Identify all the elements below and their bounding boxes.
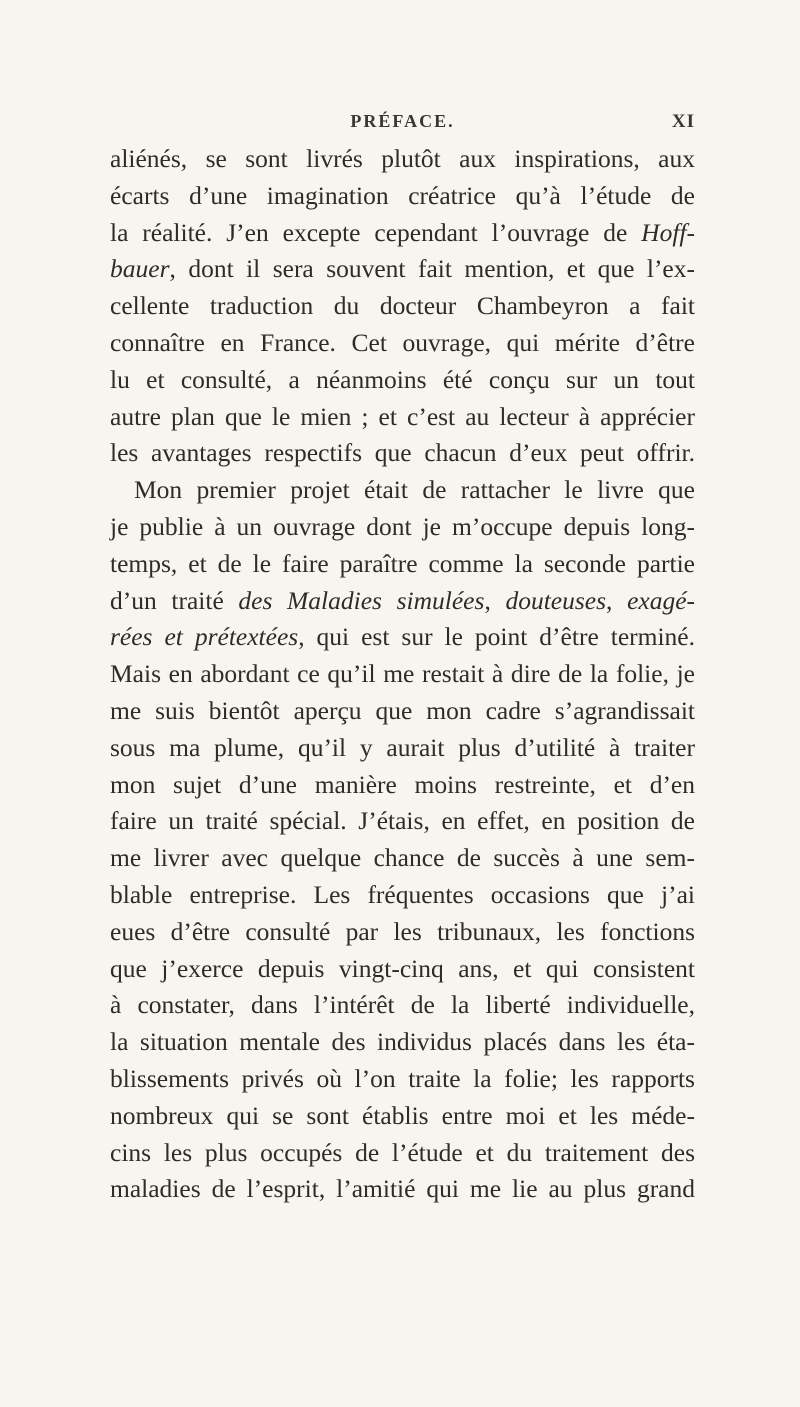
text-run: je publie à un ouvrage dont je m’occupe depuis long- <box>110 511 695 541</box>
text-run: , <box>606 585 628 615</box>
text-run: Mais en abordant ce qu’il me restait à dire de la folie, je <box>110 659 695 689</box>
italic-text: Hoff- <box>641 217 695 247</box>
text-run: d’un traité <box>110 585 239 615</box>
body-text <box>110 141 695 1208</box>
text-line <box>110 914 695 951</box>
text-line <box>110 1135 695 1172</box>
text-line <box>110 509 695 546</box>
text-run: que j’exerce depuis vingt-cinq ans, et qui consistent <box>110 953 695 983</box>
text-run: , dont il sera souvent fait mention, et que l’ex- <box>169 254 695 284</box>
text-line <box>110 141 695 178</box>
text-line <box>110 1061 695 1098</box>
text-line <box>110 877 695 914</box>
text-run: connaître en France. Cet ouvrage, qui mérite d’être <box>110 327 695 357</box>
italic-text: bauer <box>110 254 170 284</box>
text-line <box>110 840 695 877</box>
text-run: mon sujet d’une manière moins restreinte, et d’en <box>110 769 695 799</box>
italic-text: douteuses <box>505 585 607 615</box>
text-line <box>110 472 695 509</box>
text-run: Mon premier projet était de rattacher le livre que <box>134 475 695 505</box>
text-run: la réalité. J’en excepte cependant l’ouvrage de <box>110 217 642 247</box>
italic-text: rées et prétextées <box>110 622 299 652</box>
text-line <box>110 546 695 583</box>
text-line <box>110 730 695 767</box>
text-run: sous ma plume, qu’il y aurait plus d’utilité à traiter <box>110 732 695 762</box>
text-line <box>110 803 695 840</box>
text-run: cins les plus occupés de l’étude et du traitement des <box>110 1137 695 1167</box>
text-line <box>110 325 695 362</box>
text-run: maladies de l’esprit, l’amitié qui me lie au plus grand <box>110 1174 695 1204</box>
text-run: nombreux qui se sont établis entre moi et les méde- <box>110 1100 695 1130</box>
text-run: écarts d’une imagination créatrice qu’à l’étude de <box>110 180 695 210</box>
text-run: me suis bientôt aperçu que mon cadre s’agrandissait <box>110 695 695 725</box>
text-run: me livrer avec quelque chance de succès à une sem- <box>110 843 695 873</box>
running-title: PRÉFACE. <box>350 111 455 131</box>
running-head <box>110 111 695 137</box>
text-run: cellente traduction du docteur Chambeyron a fait <box>110 291 695 321</box>
text-line <box>110 251 695 288</box>
text-line <box>110 178 695 215</box>
text-run: les avantages respectifs que chacun d’eux peut offrir. <box>110 438 695 468</box>
text-line <box>110 215 695 252</box>
text-line <box>110 435 695 472</box>
text-run: à constater, dans l’intérêt de la liberté individuelle, <box>110 990 695 1020</box>
text-line <box>110 656 695 693</box>
text-run: blissements privés où l’on traite la folie; les rapports <box>110 1063 695 1093</box>
text-line <box>110 399 695 436</box>
text-line <box>110 1171 695 1208</box>
text-run: autre plan que le mien ; et c’est au lecteur à apprécier <box>110 401 695 431</box>
text-run: eues d’être consulté par les tribunaux, les fonctions <box>110 916 695 946</box>
text-line <box>110 583 695 620</box>
text-line <box>110 767 695 804</box>
text-line <box>110 288 695 325</box>
text-run: temps, et de le faire paraître comme la seconde partie <box>110 548 695 578</box>
italic-text: exagé- <box>627 585 696 615</box>
text-run: faire un traité spécial. J’étais, en effet, en position de <box>110 806 695 836</box>
text-line <box>110 951 695 988</box>
text-run: lu et consulté, a néanmoins été conçu sur un tout <box>110 364 695 394</box>
text-line <box>110 987 695 1024</box>
text-run: , qui est sur le point d’être terminé. <box>298 622 695 652</box>
text-line <box>110 693 695 730</box>
italic-text: des Maladies simulées <box>238 585 485 615</box>
text-run: la situation mentale des individus placés dans les éta- <box>110 1027 695 1057</box>
text-line <box>110 362 695 399</box>
text-line <box>110 619 695 656</box>
page-number: XI <box>671 111 695 132</box>
text-line <box>110 1024 695 1061</box>
text-line <box>110 1098 695 1135</box>
text-run: aliénés, se sont livrés plutôt aux inspirations, aux <box>110 144 695 173</box>
text-run: blable entreprise. Les fréquentes occasions que j’ai <box>110 879 695 909</box>
text-run: , <box>484 585 506 615</box>
